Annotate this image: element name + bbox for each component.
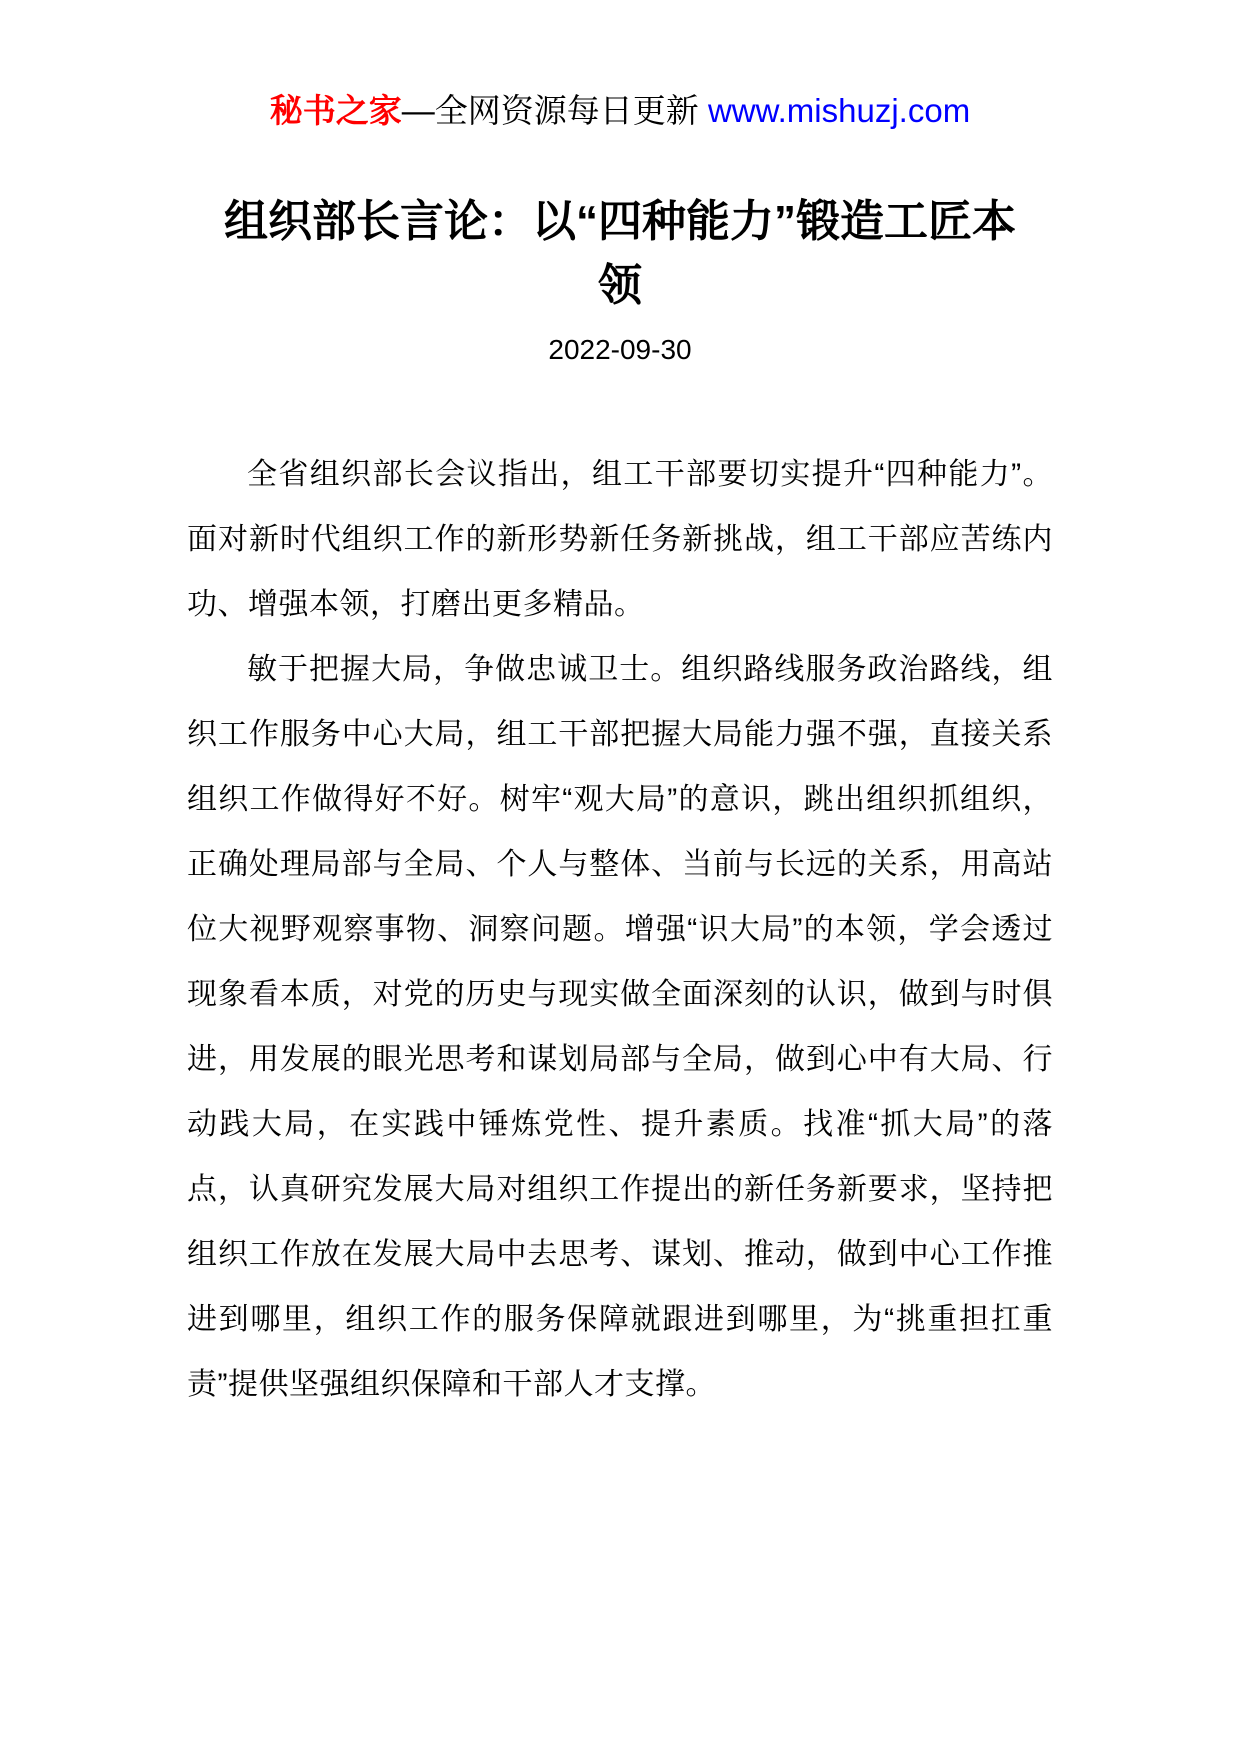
- site-brand: 秘书之家: [269, 92, 402, 129]
- paragraph-1: 全省组织部长会议指出，组工干部要切实提升“四种能力”。面对新时代组织工作的新形势新任务新挑战，组工干部应苦练内功、增强本领，打磨出更多精品。: [187, 458, 1053, 621]
- article-title: 组织部长言论：以“四种能力”锻造工匠本领: [224, 197, 1016, 310]
- site-header: [187, 90, 1053, 132]
- paragraph-2: 敏于把握大局，争做忠诚卫士。组织路线服务政治路线，组织工作服务中心大局，组工干部把握大局能力强不强，直接关系组织工作做得好不好。树牢“观大局”的意识，跳出组织抓组织，正确处理局部与全局、个人与整体、当前与长远的关系，用高站位大视野观察事物、洞察问题。增强“识大局”的本领，学会透过现象看本质，对党的历史与现实做全面深刻的认识，做到与时俱进，用发展的眼光思考和谋划局部与全局，做到心中有大局、行动践大局，在实践中锤炼党性、提升素质。找准“抓大局”的落点，认真研究发展大局对组织工作提出的新任务新要求，坚持把组织工作放在发展大局中去思考、谋划、推动，做到中心工作推进到哪里，组织工作的服务保障就跟进到哪里，为“挑重担扛重责”提供坚强组织保障和干部人才支撑。: [187, 653, 1053, 1401]
- article-date: 2022-09-30: [548, 334, 692, 365]
- site-tagline: —全网资源每日更新: [401, 92, 708, 129]
- site-url-link[interactable]: www.mishuzj.com: [707, 92, 971, 129]
- article-body: [187, 442, 1053, 1417]
